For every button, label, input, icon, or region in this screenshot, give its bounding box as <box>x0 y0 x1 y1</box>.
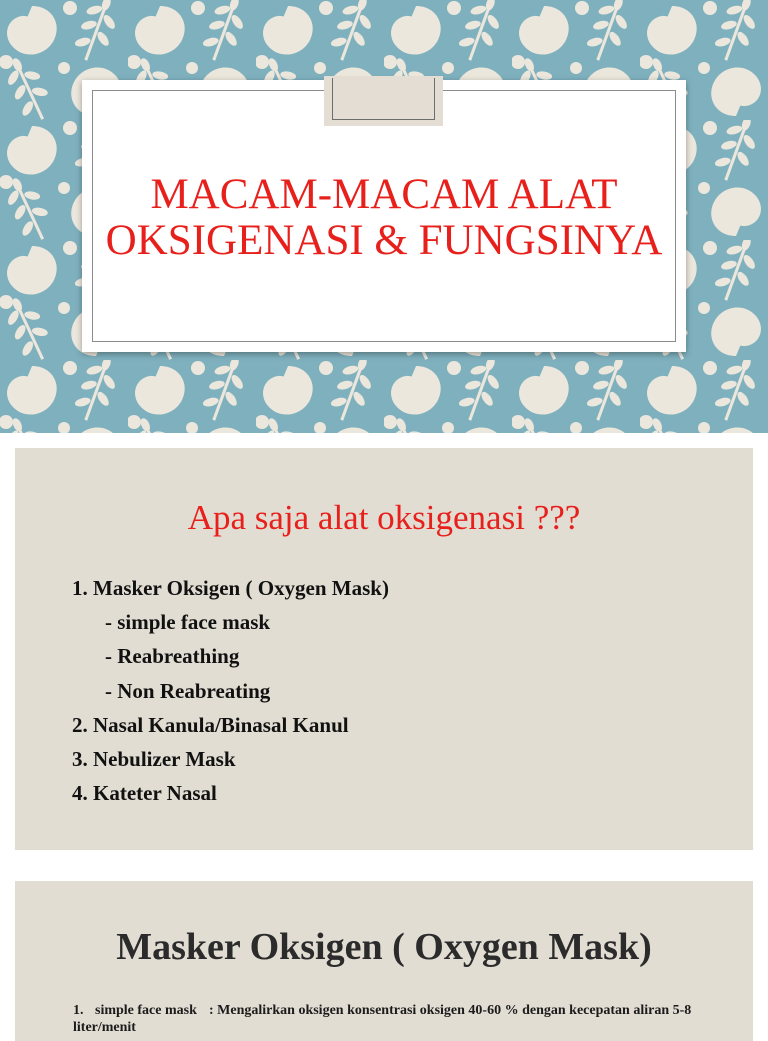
mask-heading: Masker Oksigen ( Oxygen Mask) <box>116 926 652 968</box>
mask-item-number: 1. <box>73 1003 84 1018</box>
mask-item-text: : Mengalirkan oksigen konsentrasi oksigen 40-60 % dengan kecepatan aliran 5-8 liter/menit <box>73 1003 692 1035</box>
slide-title: MACAM-MACAM ALAT OKSIGENASI & FUNGSINYA <box>105 171 663 264</box>
list-item: 2. Nasal Kanula/Binasal Kanul <box>72 712 349 737</box>
device-list <box>72 571 389 810</box>
decorative-tab-frame <box>332 78 435 120</box>
devices-list-slide <box>15 448 753 850</box>
decorative-tab <box>324 76 443 126</box>
list-heading: Apa saja alat oksigenasi ??? <box>187 498 581 537</box>
mask-item <box>73 1002 743 1036</box>
list-subitem: - simple face mask <box>105 610 271 635</box>
list-item: 1. Masker Oksigen ( Oxygen Mask) <box>72 576 389 600</box>
title-slide <box>0 0 768 433</box>
oxygen-mask-slide <box>15 881 753 1041</box>
list-item: 3. Nebulizer Mask <box>72 747 236 772</box>
list-subitem: - Non Reabreating <box>105 678 271 703</box>
mask-item-label: simple face mask <box>95 1003 197 1018</box>
list-item: 4. Kateter Nasal <box>72 781 217 806</box>
title-frame <box>92 90 676 342</box>
list-subitem: - Reabreathing <box>105 644 240 669</box>
